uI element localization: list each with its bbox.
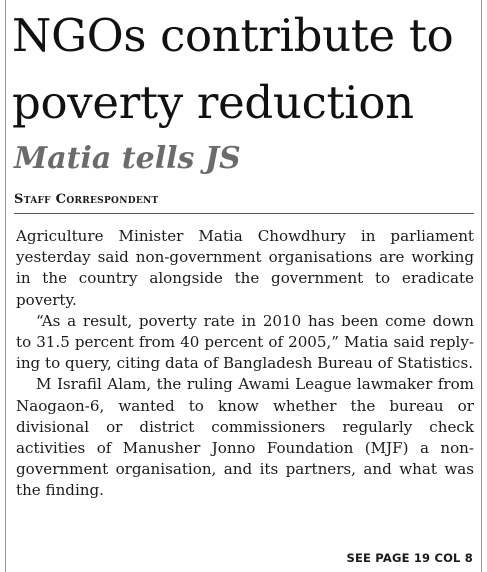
paragraph-3: M Israfil Alam, the ruling Awami League lawmaker from Naogaon-6, wanted to know whether the bureau or divisional or district commissioners regularly check activities of Manusher Jonno Foundation (MJF) a non-government organisation, and its partners, and what was the finding. <box>16 375 474 500</box>
column-rule-left <box>5 0 6 572</box>
headline <box>12 2 482 136</box>
headline-line-2: poverty reduction <box>12 76 414 129</box>
paragraph-1: Agriculture Minister Matia Chowdhury in parliament yesterday said non-government organisations are working in the country alongside the government to eradicate poverty. <box>16 227 474 309</box>
headline-line-1: NGOs contribute to <box>12 9 454 62</box>
paragraph-2: “As a result, poverty rate in 2010 has been come down to 31.5 percent from 40 percent of 2005,” Matia said replying to query, citing data of Bangladesh Bureau of Statistics. <box>16 311 474 373</box>
subheadline: Matia tells JS <box>14 141 241 176</box>
byline: Staff Correspondent <box>14 192 159 207</box>
continued-on-jump-line: SEE PAGE 19 COL 8 <box>346 551 473 565</box>
byline-divider <box>14 213 474 214</box>
article-body <box>16 226 474 502</box>
